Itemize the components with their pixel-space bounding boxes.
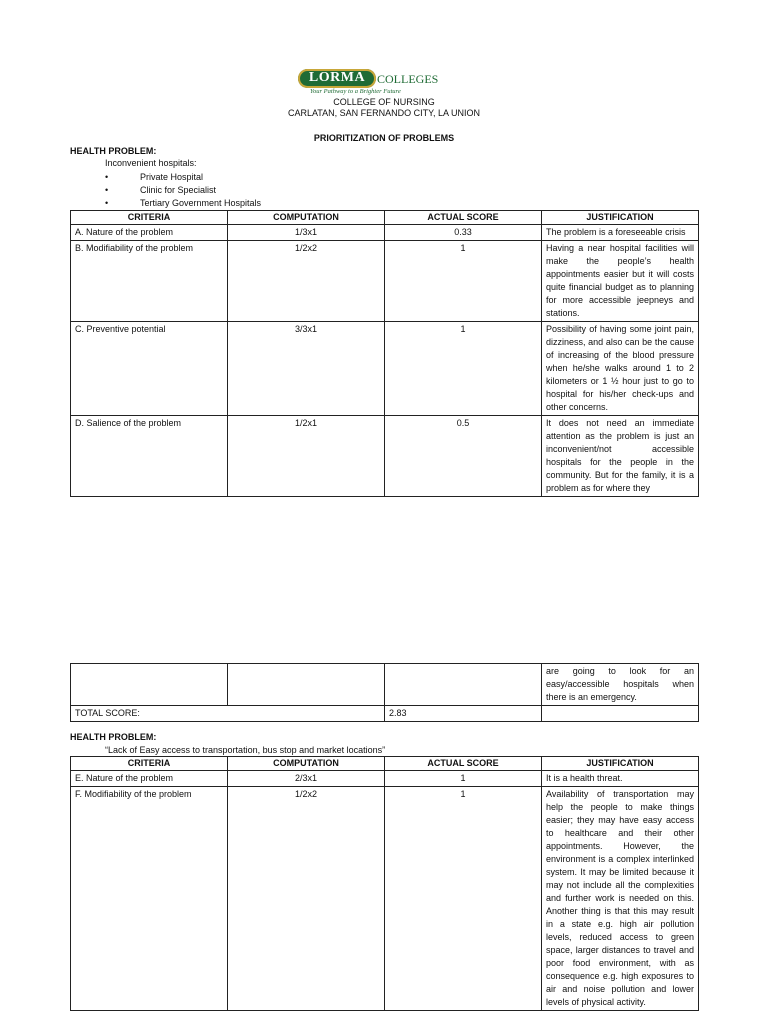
list-item: • Clinic for Specialist xyxy=(105,184,261,197)
health-problem-label-2: HEALTH PROBLEM: xyxy=(70,732,157,742)
justification-cell: are going to look for an easy/accessible hospitals when there is an emergency. xyxy=(542,664,699,706)
computation-cell: 2/3x1 xyxy=(228,771,385,787)
score-cell: 1 xyxy=(385,771,542,787)
logo-colleges-text: COLLEGES xyxy=(377,72,439,86)
health-problem-label-1: HEALTH PROBLEM: xyxy=(70,146,157,156)
column-header-actual-score: ACTUAL SCORE xyxy=(385,211,542,225)
list-item: • Tertiary Government Hospitals xyxy=(105,197,261,210)
table-row xyxy=(71,664,699,706)
criteria-cell: A. Nature of the problem xyxy=(71,225,228,241)
column-header-computation: COMPUTATION xyxy=(228,757,385,771)
justification-cell: Possibility of having some joint pain, dizziness, and also can be the cause of increasing of the blood pressure when he/she walks around 1 to 2 kilometers or 1 ½ hour just to go to hospital for his/her check-ups and other concerns. xyxy=(542,322,699,416)
criteria-cell: D. Salience of the problem xyxy=(71,416,228,497)
computation-cell: 1/2x2 xyxy=(228,787,385,1011)
health-problem-description-1: Inconvenient hospitals: xyxy=(105,158,197,168)
total-score-justification xyxy=(542,706,699,722)
hospital-list xyxy=(105,171,261,210)
table-header-row xyxy=(71,757,699,771)
criteria-cell xyxy=(71,664,228,706)
health-problem-description-2: “Lack of Easy access to transportation, bus stop and market locations” xyxy=(105,745,386,755)
score-cell: 1 xyxy=(385,322,542,416)
logo-wordmark: LORMA xyxy=(308,70,366,85)
list-item: • Private Hospital xyxy=(105,171,261,184)
college-name: COLLEGE OF NURSING xyxy=(333,97,435,107)
table-header-row xyxy=(71,211,699,225)
prioritization-table-2 xyxy=(70,756,699,1011)
column-header-criteria: CRITERIA xyxy=(71,211,228,225)
justification-cell: It is a health threat. xyxy=(542,771,699,787)
column-header-computation: COMPUTATION xyxy=(228,211,385,225)
score-cell: 0.33 xyxy=(385,225,542,241)
criteria-cell: E. Nature of the problem xyxy=(71,771,228,787)
score-cell xyxy=(385,664,542,706)
document-title: PRIORITIZATION OF PROBLEMS xyxy=(313,133,455,143)
criteria-cell: B. Modifiability of the problem xyxy=(71,241,228,322)
college-logo xyxy=(298,69,458,99)
prioritization-table-1 xyxy=(70,210,699,497)
total-score-row xyxy=(71,706,699,722)
column-header-justification: JUSTIFICATION xyxy=(542,757,699,771)
column-header-actual-score: ACTUAL SCORE xyxy=(385,757,542,771)
justification-cell: Having a near hospital facilities will make the people’s health appointments easier but it will costs quite financial budget as to planning for more accessible jeepneys and stations. xyxy=(542,241,699,322)
column-header-criteria: CRITERIA xyxy=(71,757,228,771)
table-row xyxy=(71,241,699,322)
justification-cell: Availability of transportation may help the people to make things easier; they may have easy access to healthcare and their other appointments. However, the environment is a complex interlinked system. It may be limited because it may not include all the complexities and further work is needed on this. Another thing is that this may result in a state e.g. high air pollution levels, reduced access to green space, larger distances to travel and poor food environment, with as consequence e.g. high exposures to air and noise pollution and lower levels of physical activity. xyxy=(542,787,699,1011)
criteria-cell: F. Modifiability of the problem xyxy=(71,787,228,1011)
computation-cell: 1/2x2 xyxy=(228,241,385,322)
computation-cell xyxy=(228,664,385,706)
table-row xyxy=(71,322,699,416)
score-cell: 1 xyxy=(385,241,542,322)
computation-cell: 1/2x1 xyxy=(228,416,385,497)
table-row xyxy=(71,416,699,497)
total-score-value: 2.83 xyxy=(385,706,542,722)
score-cell: 1 xyxy=(385,787,542,1011)
table-row xyxy=(71,225,699,241)
score-cell: 0.5 xyxy=(385,416,542,497)
table-row xyxy=(71,787,699,1011)
prioritization-table-1-continued xyxy=(70,663,699,722)
total-score-label: TOTAL SCORE: xyxy=(71,706,385,722)
justification-cell: The problem is a foreseeable crisis xyxy=(542,225,699,241)
column-header-justification: JUSTIFICATION xyxy=(542,211,699,225)
college-address: CARLATAN, SAN FERNANDO CITY, LA UNION xyxy=(287,108,481,118)
justification-cell: It does not need an immediate attention as the problem is just an inconvenient/not accessible hospitals for the people in the community. But for the family, it is a problem as for where they xyxy=(542,416,699,497)
logo-tagline: Your Pathway to a Brighter Future xyxy=(310,88,401,95)
computation-cell: 1/3x1 xyxy=(228,225,385,241)
computation-cell: 3/3x1 xyxy=(228,322,385,416)
table-row xyxy=(71,771,699,787)
criteria-cell: C. Preventive potential xyxy=(71,322,228,416)
